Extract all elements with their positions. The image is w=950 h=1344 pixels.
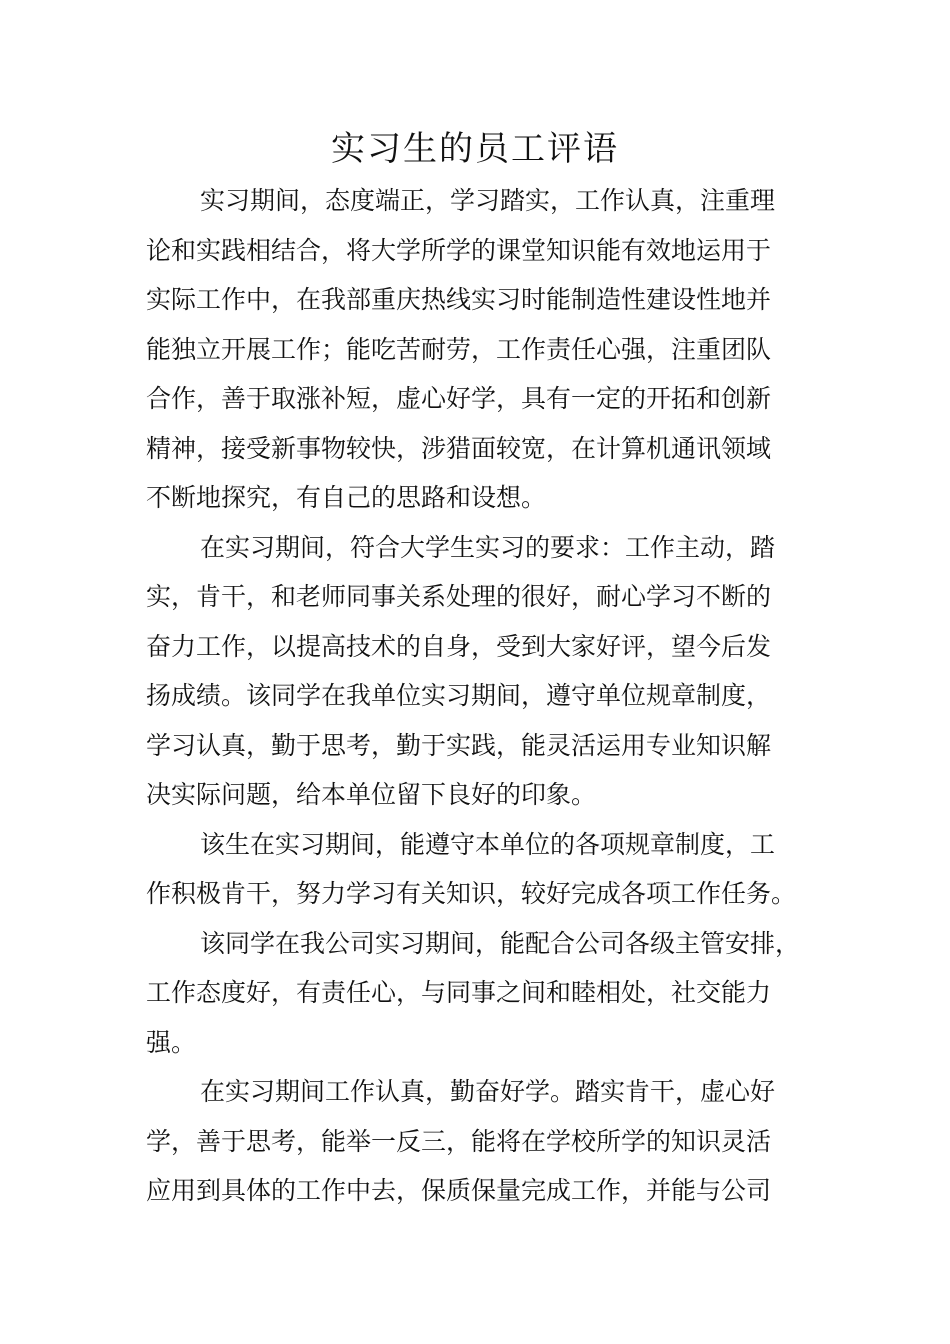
text-line: 奋力工作，以提高技术的自身，受到大家好评，望今后发 [146, 631, 772, 661]
text-line: 应用到具体的工作中去，保质保量完成工作，并能与公司 [146, 1176, 772, 1205]
text-line: 在实习期间工作认真，勤奋好学。踏实肯干，虚心好 [200, 1077, 776, 1106]
text-line: 合作，善于取涨补短，虚心好学，具有一定的开拓和创新 [146, 384, 772, 413]
text-line: 学习认真，勤于思考，勤于实践，能灵活运用专业知识解 [146, 730, 772, 760]
text-line: 强。 [146, 1027, 197, 1057]
text-line: 扬成绩。该同学在我单位实习期间，遵守单位规章制度， [146, 681, 772, 710]
document-title: 实习生的员工评语 [331, 129, 619, 169]
text-line: 精神，接受新事物较快，涉猎面较宽，在计算机通讯领域 [146, 433, 772, 463]
document-body [146, 176, 808, 1216]
text-line: 学，善于思考，能举一反三，能将在学校所学的知识灵活 [146, 1126, 772, 1156]
text-line: 实，肯干，和老师同事关系处理的很好，耐心学习不断的 [146, 582, 772, 611]
text-line: 论和实践相结合，将大学所学的课堂知识能有效地运用于 [146, 235, 772, 265]
text-line: 作积极肯干，努力学习有关知识，较好完成各项工作任务。 [146, 879, 797, 908]
text-line: 该同学在我公司实习期间，能配合公司各级主管安排， [200, 928, 801, 958]
text-line: 在实习期间，符合大学生实习的要求：工作主动，踏 [200, 532, 776, 562]
text-line: 不断地探究，有自己的思路和设想。 [146, 483, 547, 512]
text-line: 决实际问题，给本单位留下良好的印象。 [146, 780, 597, 809]
text-line: 能独立开展工作；能吃苦耐劳，工作责任心强，注重团队 [146, 334, 772, 364]
text-line: 实际工作中，在我部重庆热线实习时能制造性建设性地并 [146, 285, 772, 314]
text-line: 工作态度好，有责任心，与同事之间和睦相处，社交能力 [146, 978, 772, 1007]
text-line: 实习期间，态度端正，学习踏实，工作认真，注重理 [200, 186, 776, 215]
text-line: 该生在实习期间，能遵守本单位的各项规章制度，工 [200, 829, 776, 859]
